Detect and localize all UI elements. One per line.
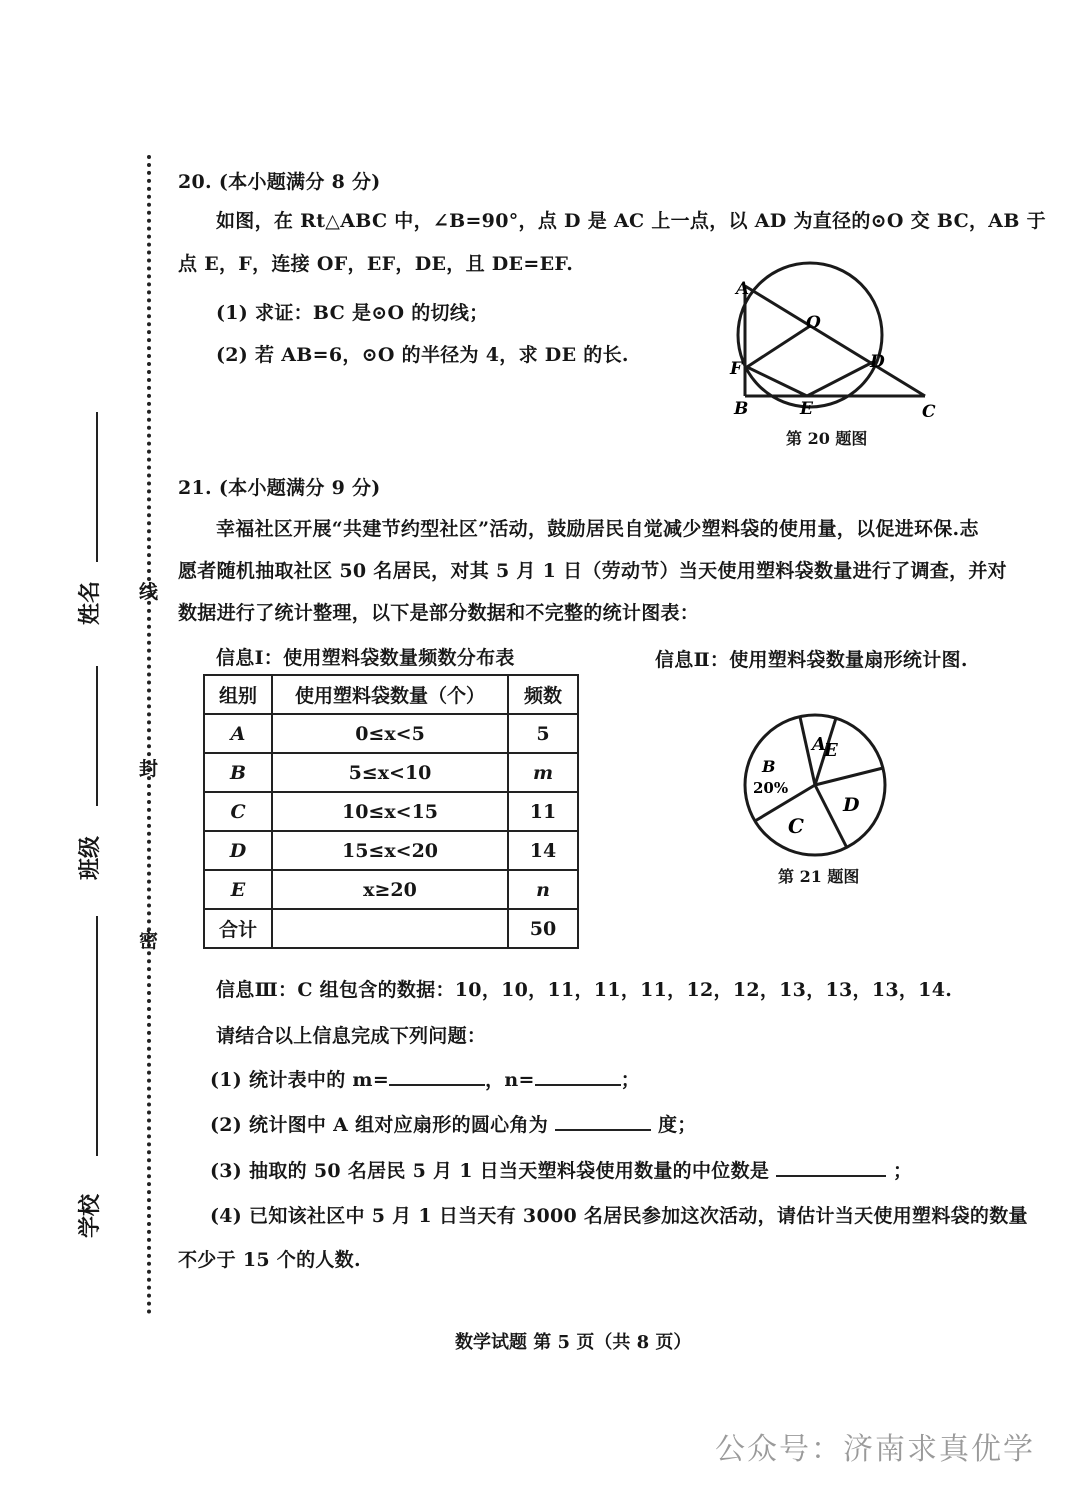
table-cell: D	[229, 839, 247, 862]
pie-label-d: D	[843, 794, 860, 816]
q21-info1-title: 信息Ⅰ：使用塑料袋数量频数分布表	[216, 647, 515, 669]
q21-part4-line1: (4) 已知该社区中 5 月 1 日当天有 3000 名居民参加这次活动，请估计当天使用塑料袋的数量	[210, 1205, 1028, 1227]
table-row	[204, 792, 578, 831]
table-cell: 合计	[204, 909, 272, 948]
label-f: F	[730, 359, 743, 379]
class-field-line	[96, 666, 98, 806]
q21-part3-text-a: (3) 抽取的 50 名居民 5 月 1 日当天塑料袋使用数量的中位数是	[210, 1160, 770, 1182]
label-o: O	[806, 313, 821, 333]
seal-char-xian: 线	[139, 581, 159, 603]
name-field-line	[96, 412, 98, 562]
table-header-cell: 频数	[508, 675, 578, 714]
page-footer: 数学试题 第 5 页（共 8 页）	[455, 1332, 692, 1353]
binding-dotted-line	[147, 155, 151, 1315]
school-field-label: 学校	[78, 1193, 103, 1238]
q20-part1: (1) 求证：BC 是⊙O 的切线；	[216, 302, 489, 324]
school-field-line	[96, 916, 98, 1156]
table-row	[204, 753, 578, 792]
pie-label-b-percent: 20%	[753, 779, 789, 797]
table-cell	[272, 909, 508, 948]
pie-divider	[815, 768, 883, 785]
q21-part1	[210, 1065, 640, 1092]
table-cell: 10≤x<15	[272, 792, 508, 831]
label-c: C	[922, 402, 936, 422]
table-cell: C	[230, 800, 246, 823]
answer-blank-angle[interactable]	[555, 1111, 651, 1131]
name-field-label: 姓名	[78, 580, 103, 625]
table-cell: 15≤x<20	[272, 831, 508, 870]
label-d: D	[870, 352, 885, 372]
table-cell: 11	[508, 792, 578, 831]
q21-part1-end: ；	[620, 1069, 641, 1091]
seal-char-mi: 密	[139, 930, 159, 952]
pie-label-c: C	[788, 814, 804, 838]
q21-header: 21. (本小题满分 9 分)	[178, 477, 381, 499]
table-cell: 5	[508, 714, 578, 753]
q20-header: 20. (本小题满分 8 分)	[178, 171, 381, 193]
q21-part1-text-b: ，n=	[485, 1069, 535, 1091]
pie-label-e-visible: E	[824, 740, 838, 761]
table-cell: 14	[508, 831, 578, 870]
frequency-table	[203, 674, 579, 949]
pie-label-a: A	[812, 734, 826, 755]
seal-char-feng: 封	[139, 758, 159, 780]
table-cell: x≥20	[272, 870, 508, 909]
q20-line2: 点 E，F，连接 OF，EF，DE，且 DE=EF.	[178, 253, 574, 275]
q21-part3-text-b: ；	[893, 1160, 913, 1182]
table-cell: A	[230, 722, 246, 745]
q21-pie-caption: 第 21 题图	[778, 867, 860, 886]
label-e: E	[800, 399, 813, 419]
q20-line1: 如图，在 Rt△ABC 中，∠B=90°，点 D 是 AC 上一点，以 AD 为直径的⊙O 交 BC，AB 于	[216, 210, 1046, 232]
label-b: B	[734, 399, 749, 419]
table-cell: E	[230, 878, 246, 901]
watermark: 公众号：济南求真优学	[715, 1432, 1035, 1467]
q21-info2-title: 信息Ⅱ：使用塑料袋数量扇形统计图.	[655, 649, 968, 671]
q21-pie-chart	[740, 710, 890, 860]
table-row	[204, 831, 578, 870]
q21-part3	[210, 1156, 912, 1183]
answer-blank-n[interactable]	[535, 1066, 621, 1086]
circle-o	[738, 263, 882, 407]
table-cell: 50	[508, 909, 578, 948]
q20-part2: (2) 若 AB=6，⊙O 的半径为 4，求 DE 的长.	[216, 344, 629, 366]
q21-prompt: 请结合以上信息完成下列问题：	[216, 1025, 487, 1047]
table-cell: B	[229, 761, 247, 784]
q21-para2: 愿者随机抽取社区 50 名居民，对其 5 月 1 日（劳动节）当天使用塑料袋数量进行了调查，并对	[178, 560, 1007, 582]
q21-part2-text-b: 度；	[657, 1114, 697, 1136]
q20-geometry-figure	[720, 250, 960, 450]
q21-para3: 数据进行了统计整理，以下是部分数据和不完整的统计图表：	[178, 602, 700, 624]
pie-label-b: B	[762, 757, 776, 776]
table-cell: n	[536, 878, 550, 901]
table-header-cell: 使用塑料袋数量（个）	[272, 675, 508, 714]
label-a: A	[736, 279, 750, 299]
table-row	[204, 909, 578, 948]
q21-part2	[210, 1110, 697, 1137]
table-cell: m	[532, 761, 554, 784]
class-field-label: 班级	[78, 835, 103, 880]
q20-figure-caption: 第 20 题图	[786, 429, 868, 448]
segment-of	[747, 326, 810, 367]
table-header-cell: 组别	[204, 675, 272, 714]
answer-blank-median[interactable]	[776, 1157, 886, 1177]
table-cell: 0≤x<5	[272, 714, 508, 753]
segment-de	[807, 362, 873, 396]
table-cell: 5≤x<10	[272, 753, 508, 792]
table-header-row	[204, 675, 578, 714]
q21-part4-line2: 不少于 15 个的人数.	[178, 1249, 361, 1271]
answer-blank-m[interactable]	[389, 1066, 485, 1086]
table-row	[204, 870, 578, 909]
table-row	[204, 714, 578, 753]
q21-part1-text-a: (1) 统计表中的 m=	[210, 1069, 390, 1091]
q21-part2-text-a: (2) 统计图中 A 组对应扇形的圆心角为	[210, 1114, 549, 1136]
q21-para1: 幸福社区开展“共建节约型社区”活动，鼓励居民自觉减少塑料袋的使用量，以促进环保.志	[216, 518, 979, 540]
q21-info3: 信息Ⅲ：C 组包含的数据：10，10，11，11，11，12，12，13，13，13，14.	[216, 979, 953, 1001]
